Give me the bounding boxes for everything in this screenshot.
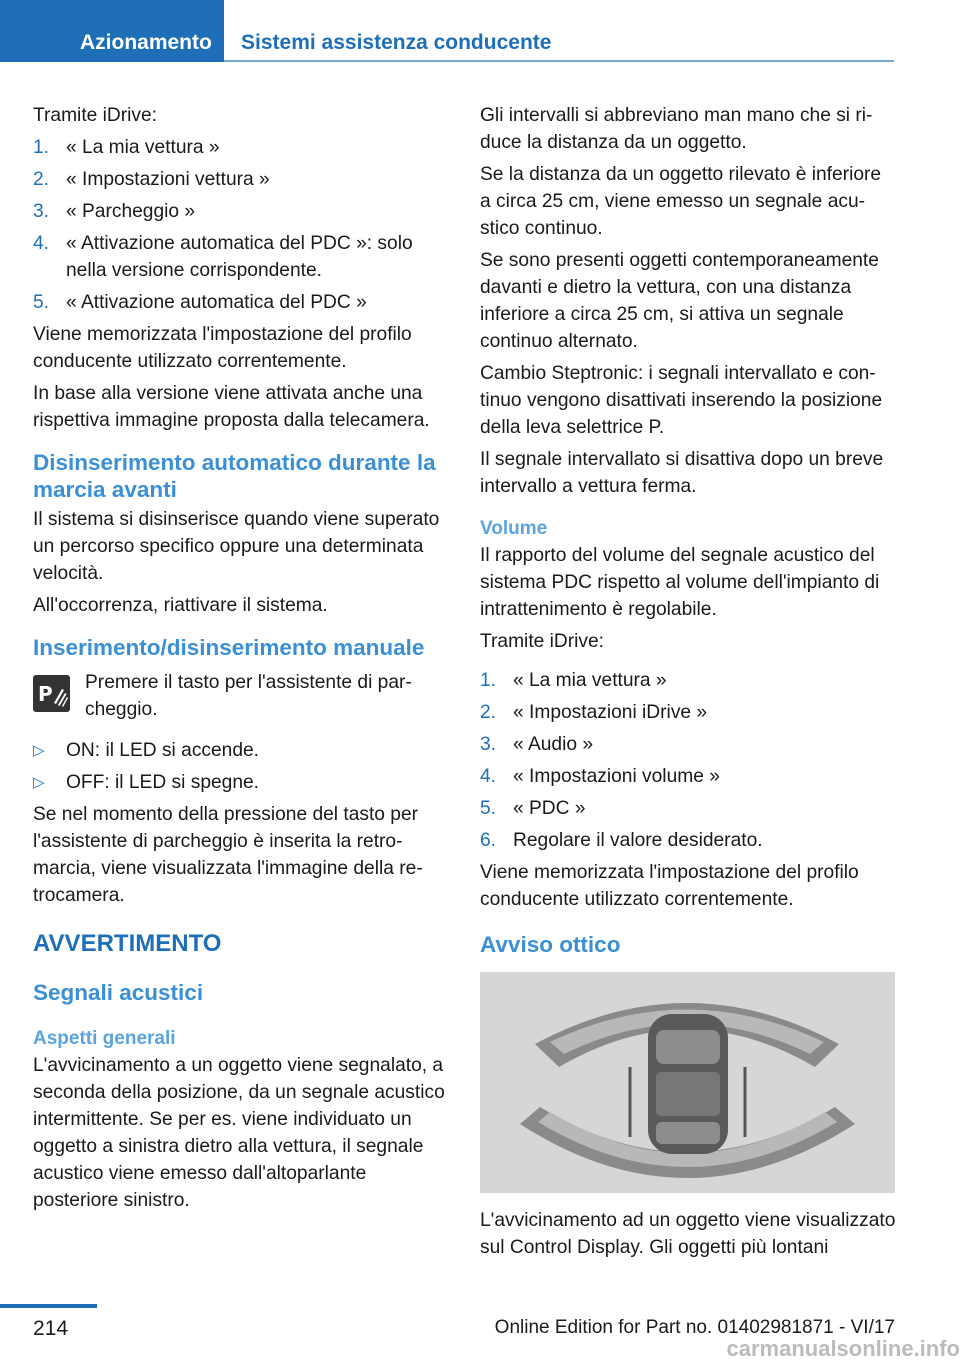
paragraph: Il rapporto del volume del segnale acustico del sistema PDC rispetto al volume dell'impianto di intrattenimento è regolabile. [480, 545, 880, 620]
steps-list [33, 134, 448, 316]
watermark: carmanualsonline.info [726, 1336, 960, 1361]
page-number: 214 [33, 1317, 69, 1340]
paragraph: L'avvicinamento ad un oggetto viene visualizzato sul Control Display. Gli oggetti più lontani [480, 1210, 896, 1258]
paragraph: Viene memorizzata l'impostazione del profilo conducente utilizzato correntemente. [480, 862, 859, 910]
paragraph: All'occorrenza, riattivare il sistema. [33, 595, 328, 616]
list-item: 1. « La mia vettura » [33, 137, 220, 158]
paragraph: Se sono presenti oggetti contemporaneamente davanti e dietro la vettura, con una distanza inferiore a circa 25 cm, si attiva un segnale continuo alternato. [480, 250, 879, 352]
triangle-bullet-icon: ▷ [33, 742, 45, 759]
led-list [33, 737, 448, 796]
paragraph: Premere il tasto per l'assistente di parcheggio. [85, 672, 412, 720]
list-item: 4. « Impostazioni volume » [480, 766, 720, 787]
list-item: 6. Regolare il valore desiderato. [480, 830, 763, 851]
subsection-title: Sistemi assistenza conducente [241, 31, 552, 54]
heading-volume: Volume [480, 518, 548, 539]
header-rule [224, 60, 894, 62]
list-item: 5. « PDC » [480, 798, 586, 819]
list-item: 4. « Attivazione automatica del PDC »: solo nella versione corrispondente. [33, 233, 413, 281]
paragraph: In base alla versione viene attivata anche una rispettiva immagine proposta dalla telecamera. [33, 383, 430, 431]
paragraph: Cambio Steptronic: i segnali intervallato e continuo vengono disattivati inserendo la posizione della leva selettrice P. [480, 363, 883, 438]
svg-text:P: P [38, 682, 53, 706]
paragraph: Il segnale intervallato si disattiva dopo un breve intervallo a vettura ferma. [480, 449, 884, 497]
list-item: ▷ OFF: il LED si spegne. [33, 769, 448, 796]
left-column [33, 102, 448, 1219]
list-item: 3. « Parcheggio » [33, 201, 196, 222]
edition-note: Online Edition for Part no. 01402981871 - VI/17 [494, 1317, 895, 1338]
heading-manual: Inserimento/disinserimento manuale [33, 635, 425, 660]
right-column [480, 102, 896, 1266]
volume-steps-list [480, 667, 896, 854]
paragraph: L'avvicinamento a un oggetto viene segnalato, a seconda della posizione, da un segnale acustico intermittente. Se per es. viene individuato un oggetto a sinistra dietro alla vettura, il segnale acustico viene emesso dall'altoparlante posteriore sinistro. [33, 1055, 445, 1211]
section-tab: Azionamento [0, 0, 224, 62]
list-item: 1. « La mia vettura » [480, 670, 667, 691]
list-item: 2. « Impostazioni vettura » [33, 169, 270, 190]
list-item: 5. « Attivazione automatica del PDC » [33, 292, 367, 313]
list-item: 2. « Impostazioni iDrive » [480, 702, 708, 723]
pdc-display-illustration [480, 972, 895, 1193]
paragraph: Gli intervalli si abbreviano man mano che si riduce la distanza da un oggetto. [480, 105, 873, 153]
footer-bar [0, 1304, 97, 1308]
heading-general: Aspetti generali [33, 1028, 176, 1049]
intro-text: Tramite iDrive: [480, 631, 605, 652]
heading-visual: Avviso ottico [480, 932, 621, 957]
warning-heading: AVVERTIMENTO [33, 930, 222, 957]
heading-auto-off: Disinserimento automatico durante la marcia avanti [33, 450, 436, 502]
triangle-bullet-icon: ▷ [33, 774, 45, 791]
heading-sound: Segnali acustici [33, 980, 204, 1005]
list-item: ▷ ON: il LED si accende. [33, 737, 448, 764]
paragraph: Se nel momento della pressione del tasto per l'assistente di parcheggio è inserita la retromarcia, viene visualizzata l'immagine della retrocamera. [33, 804, 423, 906]
pdc-button-icon [33, 675, 70, 712]
button-instruction [33, 669, 448, 725]
paragraph: Il sistema si disinserisce quando viene superato un percorso specifico oppure una determinata velocità. [33, 509, 440, 584]
paragraph: Viene memorizzata l'impostazione del profilo conducente utilizzato correntemente. [33, 324, 412, 372]
list-item: 3. « Audio » [480, 734, 594, 755]
paragraph: Se la distanza da un oggetto rilevato è inferiore a circa 25 cm, viene emesso un segnale acustico continuo. [480, 164, 882, 239]
intro-text: Tramite iDrive: [33, 105, 158, 126]
page-header [0, 0, 960, 62]
